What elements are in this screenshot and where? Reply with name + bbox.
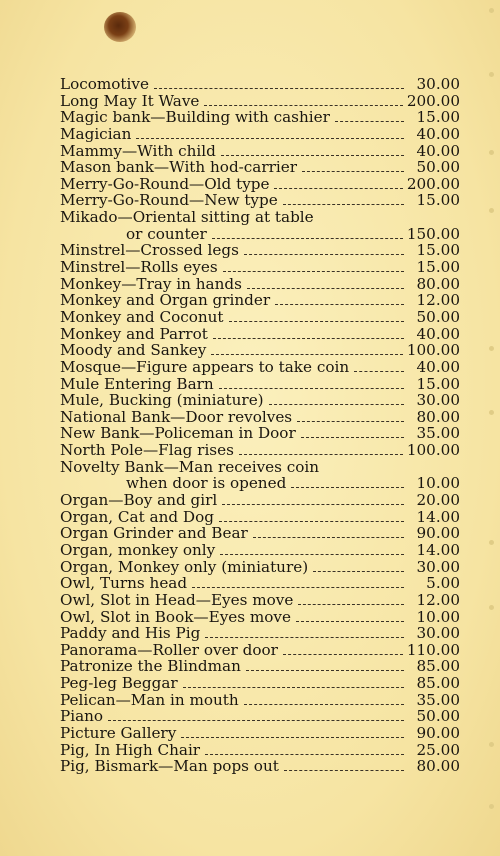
item-name: Moody and Sankey xyxy=(60,341,207,360)
price-list-item xyxy=(60,109,460,126)
item-name: Monkey—Tray in hands xyxy=(60,274,242,293)
item-name: Mule Entering Barn xyxy=(60,374,214,393)
dot-leader xyxy=(221,155,404,156)
item-price: 12.00 xyxy=(416,590,460,609)
item-price: 12.00 xyxy=(416,291,460,310)
dot-leader xyxy=(253,537,404,538)
price-list-item xyxy=(60,409,460,426)
dot-leader xyxy=(335,121,404,122)
price-list-item xyxy=(60,758,460,775)
dot-leader xyxy=(205,754,404,755)
price-list-item xyxy=(60,675,460,692)
item-name: Picture Gallery xyxy=(60,723,177,742)
item-price: 85.00 xyxy=(416,657,460,676)
dot-leader xyxy=(244,254,404,255)
item-name: Minstrel—Rolls eyes xyxy=(60,258,218,277)
price-list-item xyxy=(60,742,460,759)
dot-leader xyxy=(284,770,404,771)
price-list-item xyxy=(60,159,460,176)
item-price: 40.00 xyxy=(416,357,460,376)
item-price: 15.00 xyxy=(416,258,460,277)
price-list-item xyxy=(60,209,460,226)
price-list xyxy=(60,76,460,775)
item-price: 85.00 xyxy=(416,674,460,693)
item-price: 25.00 xyxy=(416,740,460,759)
dot-leader xyxy=(211,354,402,355)
item-price: 14.00 xyxy=(416,507,460,526)
dot-leader xyxy=(183,687,404,688)
price-list-item xyxy=(60,93,460,110)
dot-leader xyxy=(246,670,404,671)
dot-leader xyxy=(239,454,403,455)
item-name: Monkey and Parrot xyxy=(60,324,208,343)
price-list-item xyxy=(60,559,460,576)
item-price: 150.00 xyxy=(406,224,460,243)
item-name: Long May It Wave xyxy=(60,91,200,110)
price-list-item xyxy=(60,309,460,326)
item-name: Monkey and Coconut xyxy=(60,307,224,326)
item-price: 80.00 xyxy=(416,274,460,293)
price-list-item xyxy=(60,509,460,526)
dot-leader xyxy=(291,487,404,488)
dot-leader xyxy=(154,88,404,89)
item-price: 80.00 xyxy=(416,757,460,776)
price-list-item xyxy=(60,658,460,675)
item-price: 15.00 xyxy=(416,191,460,210)
item-name: Merry-Go-Round—Old type xyxy=(60,174,270,193)
dot-leader xyxy=(204,105,402,106)
dot-leader xyxy=(274,188,402,189)
item-price: 50.00 xyxy=(416,158,460,177)
price-list-item xyxy=(60,692,460,709)
price-list-item xyxy=(60,425,460,442)
item-price: 90.00 xyxy=(416,524,460,543)
item-price: 35.00 xyxy=(416,424,460,443)
item-name: Paddy and His Pig xyxy=(60,624,201,643)
price-list-item xyxy=(60,76,460,93)
price-list-item xyxy=(60,642,460,659)
item-price: 100.00 xyxy=(406,341,460,360)
price-list-item xyxy=(60,525,460,542)
item-name: Organ, monkey only xyxy=(60,540,216,559)
dot-leader xyxy=(205,637,404,638)
item-price: 15.00 xyxy=(416,374,460,393)
item-name: National Bank—Door revolves xyxy=(60,407,293,426)
item-price: 35.00 xyxy=(416,690,460,709)
dot-leader xyxy=(212,238,403,239)
price-list-item xyxy=(60,192,460,209)
item-name: Organ—Boy and girl xyxy=(60,491,218,510)
dot-leader xyxy=(269,404,404,405)
price-list-item xyxy=(60,725,460,742)
item-name: New Bank—Policeman in Door xyxy=(60,424,296,443)
item-name: Monkey and Organ grinder xyxy=(60,291,271,310)
item-price: 50.00 xyxy=(416,307,460,326)
dot-leader xyxy=(219,388,404,389)
binding-holes xyxy=(478,0,496,856)
ink-stain xyxy=(104,12,136,42)
item-name: or counter xyxy=(126,224,207,243)
item-price: 110.00 xyxy=(406,640,460,659)
dot-leader xyxy=(247,288,404,289)
item-name: Organ Grinder and Bear xyxy=(60,524,248,543)
item-price: 200.00 xyxy=(406,174,460,193)
item-price: 40.00 xyxy=(416,141,460,160)
dot-leader xyxy=(219,521,404,522)
dot-leader xyxy=(298,604,404,605)
dot-leader xyxy=(283,204,404,205)
dot-leader xyxy=(313,571,404,572)
dot-leader xyxy=(302,171,404,172)
dot-leader xyxy=(354,371,404,372)
item-name: Mason bank—With hod-carrier xyxy=(60,158,297,177)
price-list-item xyxy=(60,359,460,376)
price-list-item xyxy=(60,625,460,642)
price-list-item xyxy=(60,459,460,476)
dot-leader xyxy=(223,271,404,272)
item-price: 90.00 xyxy=(416,723,460,742)
dot-leader xyxy=(213,338,404,339)
item-name: Pig, Bismark—Man pops out xyxy=(60,757,279,776)
item-price: 40.00 xyxy=(416,324,460,343)
price-list-item xyxy=(60,542,460,559)
item-price: 100.00 xyxy=(406,441,460,460)
price-list-item xyxy=(60,126,460,143)
price-list-item xyxy=(60,575,460,592)
item-name: Minstrel—Crossed legs xyxy=(60,241,239,260)
item-name: Peg-leg Beggar xyxy=(60,674,178,693)
item-price: 30.00 xyxy=(416,624,460,643)
item-price: 10.00 xyxy=(416,474,460,493)
item-name: Merry-Go-Round—New type xyxy=(60,191,278,210)
price-list-item xyxy=(60,609,460,626)
price-list-item xyxy=(60,392,460,409)
dot-leader xyxy=(222,504,404,505)
dot-leader xyxy=(220,554,404,555)
dot-leader xyxy=(283,654,403,655)
dot-leader xyxy=(296,621,404,622)
item-name: Organ, Cat and Dog xyxy=(60,507,214,526)
item-name: Mammy—With child xyxy=(60,141,216,160)
price-list-item xyxy=(60,292,460,309)
item-price: 14.00 xyxy=(416,540,460,559)
item-price: 10.00 xyxy=(416,607,460,626)
price-list-item xyxy=(60,342,460,359)
item-price: 50.00 xyxy=(416,707,460,726)
price-list-item xyxy=(60,259,460,276)
item-price: 40.00 xyxy=(416,124,460,143)
item-name: Magic bank—Building with cashier xyxy=(60,108,330,127)
price-list-item xyxy=(60,326,460,343)
dot-leader xyxy=(136,138,404,139)
item-price: 200.00 xyxy=(406,91,460,110)
item-name: Mikado—Oriental sitting at table xyxy=(60,208,314,227)
item-name: Panorama—Roller over door xyxy=(60,640,278,659)
item-price: 30.00 xyxy=(416,391,460,410)
price-list-item xyxy=(60,143,460,160)
item-name: Pelican—Man in mouth xyxy=(60,690,239,709)
price-list-item xyxy=(60,442,460,459)
item-price: 5.00 xyxy=(426,574,460,593)
item-name: Owl, Slot in Head—Eyes move xyxy=(60,590,294,609)
item-name: Pig, In High Chair xyxy=(60,740,201,759)
item-name: Mosque—Figure appears to take coin xyxy=(60,357,350,376)
item-price: 30.00 xyxy=(416,75,460,93)
item-name: North Pole—Flag rises xyxy=(60,441,234,460)
item-name: when door is opened xyxy=(126,474,287,493)
price-list-item xyxy=(60,475,460,492)
dot-leader xyxy=(275,304,404,305)
item-name: Magician xyxy=(60,124,132,143)
item-price: 30.00 xyxy=(416,557,460,576)
price-list-item xyxy=(60,242,460,259)
item-name: Owl, Turns head xyxy=(60,574,188,593)
dot-leader xyxy=(297,421,404,422)
dot-leader xyxy=(244,704,404,705)
item-price: 15.00 xyxy=(416,241,460,260)
item-price: 20.00 xyxy=(416,491,460,510)
price-list-item xyxy=(60,176,460,193)
dot-leader xyxy=(108,720,404,721)
price-list-item xyxy=(60,376,460,393)
item-price: 80.00 xyxy=(416,407,460,426)
item-price: 15.00 xyxy=(416,108,460,127)
item-name: Mule, Bucking (miniature) xyxy=(60,391,264,410)
dot-leader xyxy=(301,437,404,438)
item-name: Organ, Monkey only (miniature) xyxy=(60,557,309,576)
price-list-item xyxy=(60,592,460,609)
item-name: Owl, Slot in Book—Eyes move xyxy=(60,607,291,626)
item-name: Novelty Bank—Man receives coin xyxy=(60,457,320,476)
item-name: Locomotive xyxy=(60,75,149,93)
dot-leader xyxy=(181,737,404,738)
price-list-item xyxy=(60,708,460,725)
price-list-item xyxy=(60,492,460,509)
price-list-item xyxy=(60,226,460,243)
dot-leader xyxy=(229,321,404,322)
item-name: Patronize the Blindman xyxy=(60,657,241,676)
item-name: Piano xyxy=(60,707,104,726)
dot-leader xyxy=(192,587,404,588)
price-list-item xyxy=(60,276,460,293)
